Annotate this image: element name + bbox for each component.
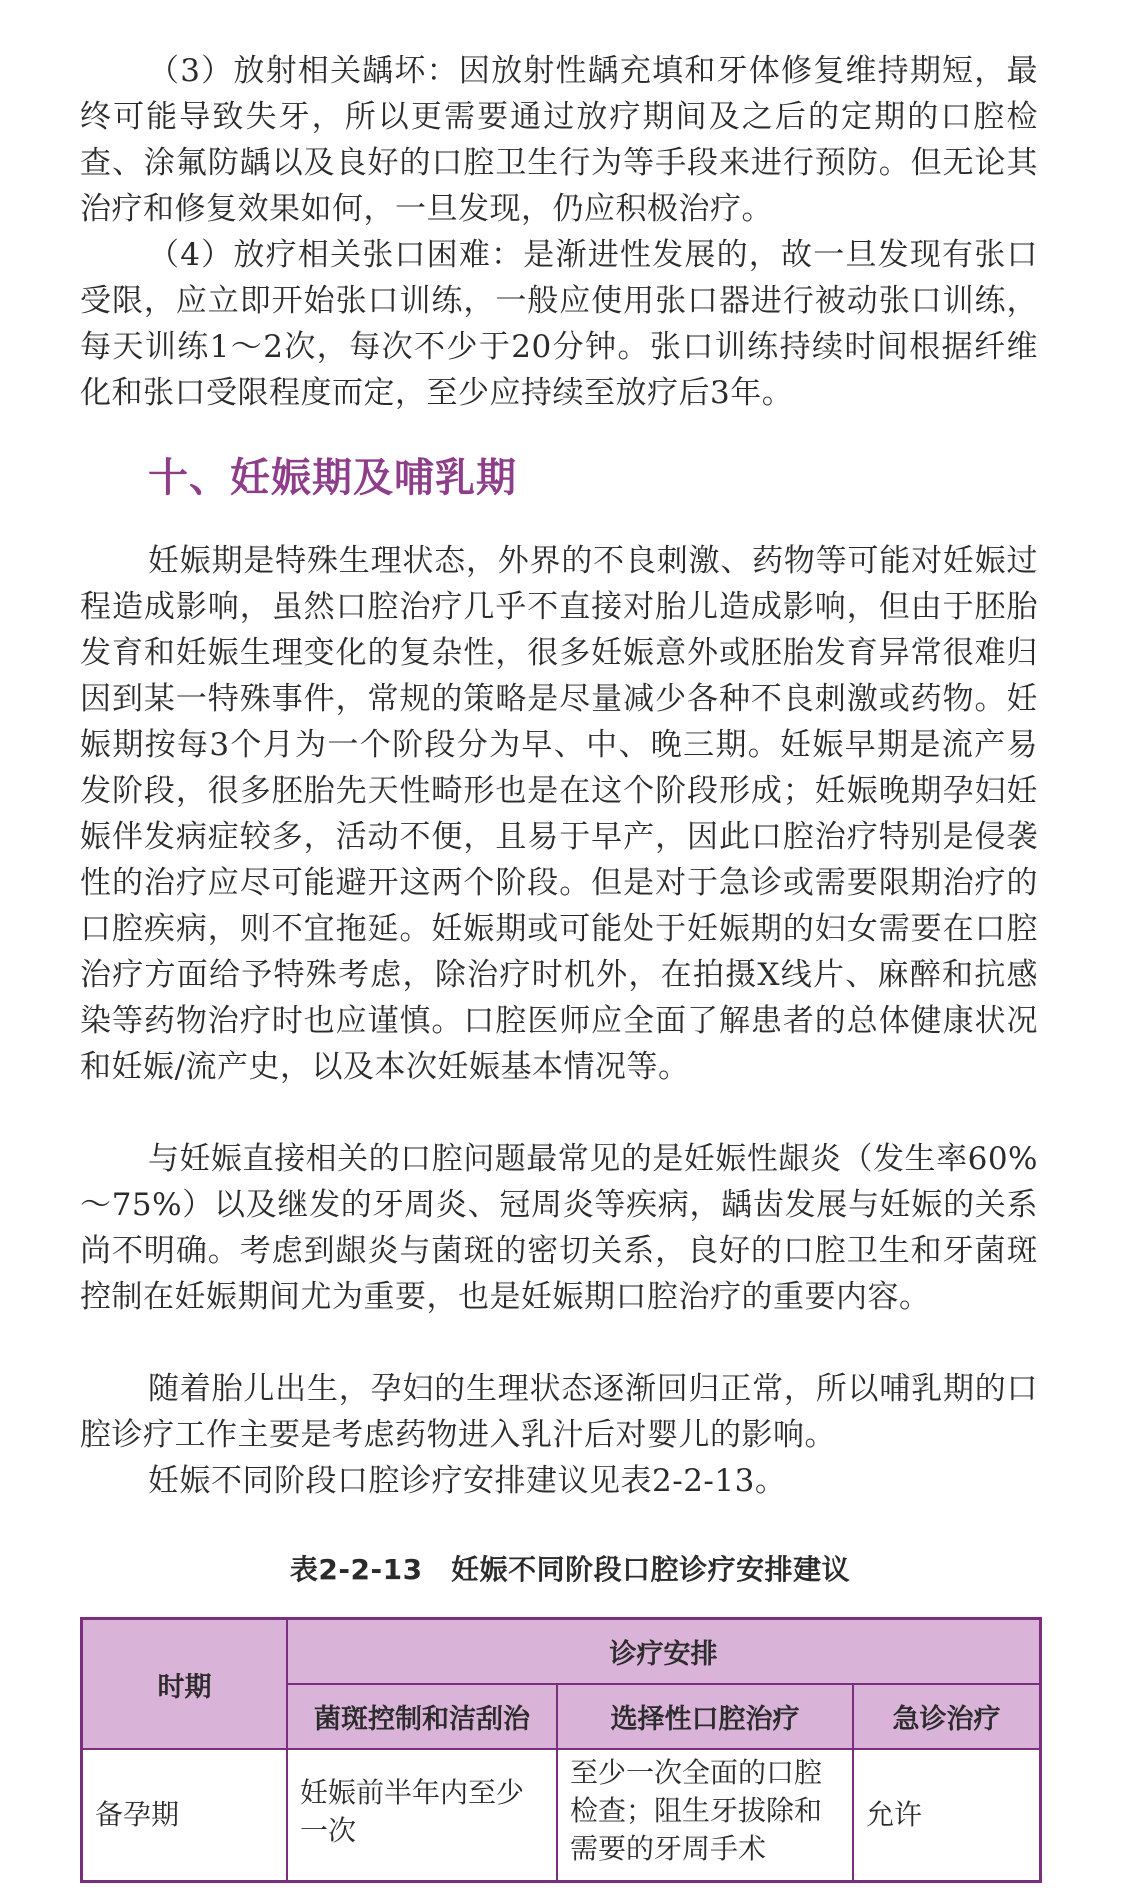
header-period: 时期: [83, 1620, 286, 1748]
paragraph-gingivitis: 与妊娠直接相关的口腔问题最常见的是妊娠性龈炎（发生率60%～75%）以及继发的牙周炎、冠周炎等疾病，龋齿发展与妊娠的关系尚不明确。考虑到龈炎与菌斑的密切关系，良好的口腔卫生和牙菌斑控制在妊娠期间尤为重要，也是妊娠期口腔治疗的重要内容。: [80, 1141, 1038, 1315]
table-cell-period: 备孕期: [95, 1798, 180, 1831]
paragraph-table-reference: 妊娠不同阶段口腔诊疗安排建议见表2-2-13。: [148, 1463, 787, 1499]
section-heading: 十、妊娠期及哺乳期: [148, 455, 517, 501]
header-emergency-treatment: 急诊治疗: [854, 1685, 1039, 1748]
paragraph-radiation-caries: （3）放射相关龋坏：因放射性龋充填和牙体修复维持期短，最终可能导致失牙，所以更需要通过放疗期间及之后的定期的口腔检查、涂氟防龋以及良好的口腔卫生行为等手段来进行预防。但无论其治疗和修复效果如何，一旦发现，仍应积极治疗。: [80, 53, 1038, 227]
header-treatment-arrangement: 诊疗安排: [288, 1620, 1039, 1683]
table-cell-emergency: 允许: [866, 1798, 923, 1831]
paragraph-pregnancy: 妊娠期是特殊生理状态，外界的不良刺激、药物等可能对妊娠过程造成影响，虽然口腔治疗几乎不直接对胎儿造成影响，但由于胚胎发育和妊娠生理变化的复杂性，很多妊娠意外或胚胎发育异常很难归因到某一特殊事件，常规的策略是尽量减少各种不良刺激或药物。妊娠期按每3个月为一个阶段分为早、中、晚三期。妊娠早期是流产易发阶段，很多胚胎先天性畸形也是在这个阶段形成；妊娠晚期孕妇妊娠伴发病症较多，活动不便，且易于早产，因此口腔治疗特别是侵袭性的治疗应尽可能避开这两个阶段。但是对于急诊或需要限期治疗的口腔疾病，则不宜拖延。妊娠期或可能处于妊娠期的妇女需要在口腔治疗方面给予特殊考虑，除治疗时机外，在拍摄X线片、麻醉和抗感染等药物治疗时也应谨慎。口腔医师应全面了解患者的总体健康状况和妊娠/流产史，以及本次妊娠基本情况等。: [80, 543, 1038, 1085]
dental-care-table: [80, 1617, 1042, 1883]
paragraph-lactation: 随着胎儿出生，孕妇的生理状态逐渐回归正常，所以哺乳期的口腔诊疗工作主要是考虑药物进入乳汁后对婴儿的影响。: [80, 1371, 1038, 1453]
table-cell-elective: 至少一次全面的口腔检查；阻生牙拔除和需要的牙周手术: [570, 1756, 823, 1865]
table-cell-plaque-control: 妊娠前半年内至少一次: [300, 1776, 525, 1847]
table-divider: [286, 1683, 1039, 1685]
paragraph-trismus: （4）放疗相关张口困难：是渐进性发展的，故一旦发现有张口受限，应立即开始张口训练，一般应使用张口器进行被动张口训练，每天训练1～2次，每次不少于20分钟。张口训练持续时间根据纤维化和张口受限程度而定，至少应持续至放疗后3年。: [80, 237, 1038, 411]
header-elective-treatment: 选择性口腔治疗: [558, 1685, 852, 1748]
header-plaque-control: 菌斑控制和洁刮治: [288, 1685, 556, 1748]
table-caption: 表2-2-13 妊娠不同阶段口腔诊疗安排建议: [289, 1553, 851, 1586]
